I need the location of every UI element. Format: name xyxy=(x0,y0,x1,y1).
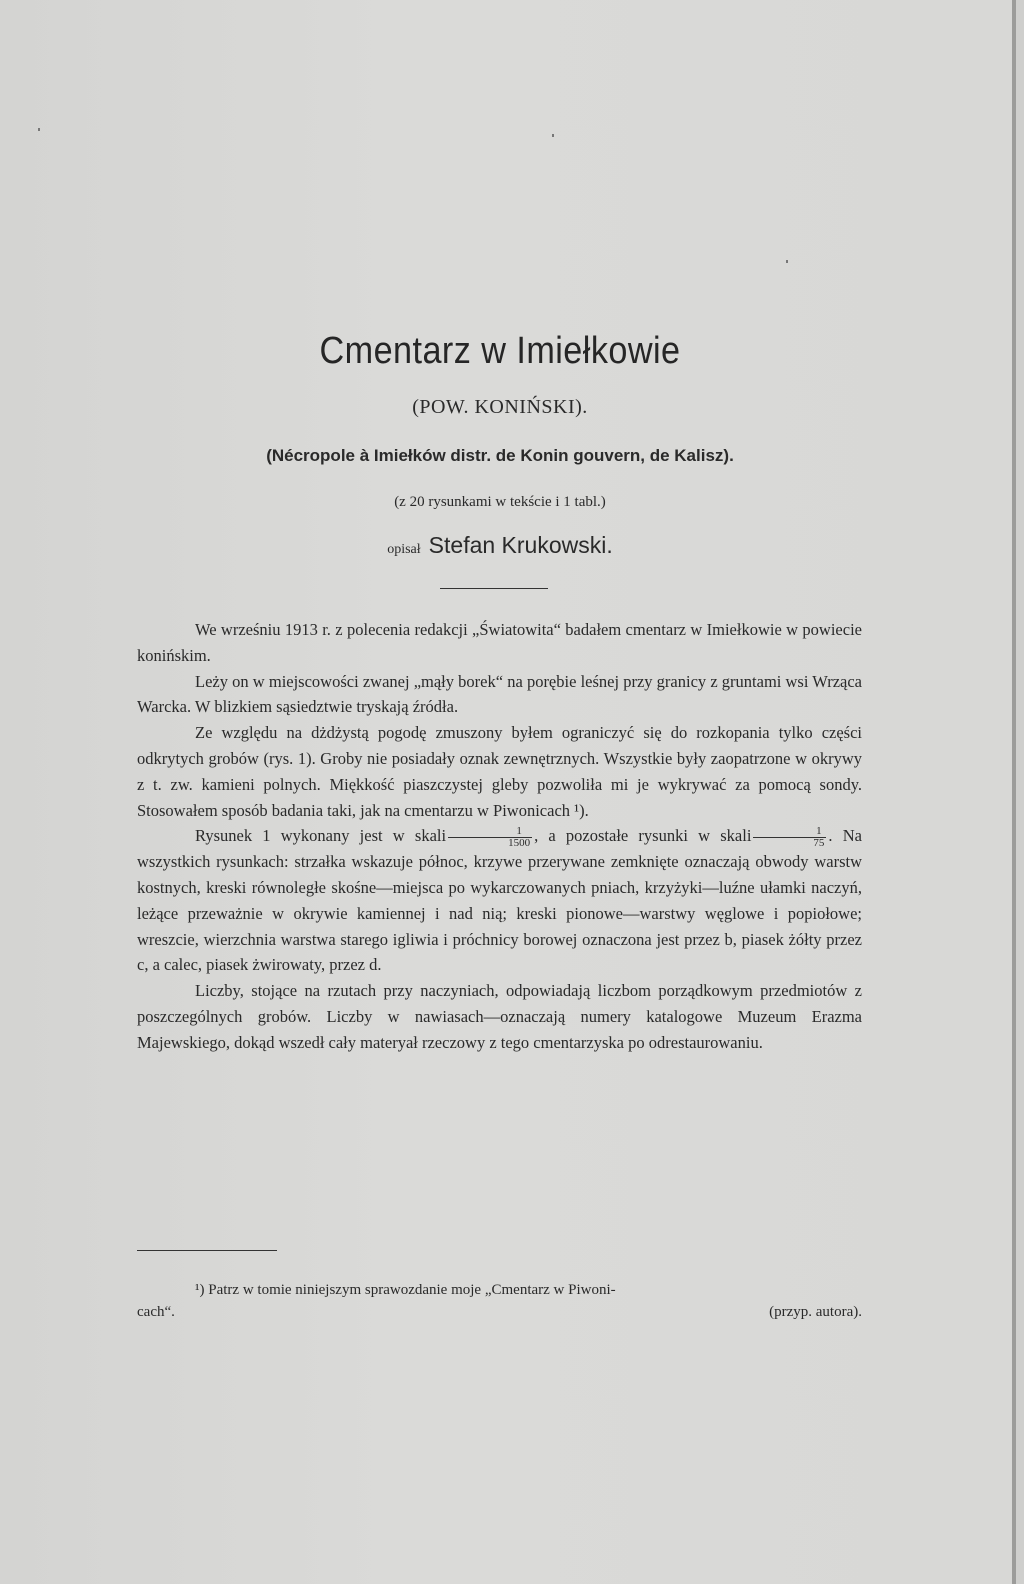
fraction-numerator: 1 xyxy=(753,826,826,838)
scale-fraction-2 xyxy=(753,826,826,849)
footnote-line-2-left: cach“. xyxy=(137,1304,175,1320)
scale-text-c: . Na wszystkich rysunkach: strzałka wskazuje północ, krzywe przerywane zemknięte oznaczają obwody warstw kostnych, kreski równoległe skośne—miejsca po wykarczowanych pniach, krzyżyki—luźne ułamki naczyń, leżące przeważnie w okrywie kamiennej i nad nią; kreski pionowe—warstwy węglowe i popiołowe; wreszcie, wierzchnia warstwa starego igliwia i próchnicy borowej oznaczona jest przez b, piasek żółty przez c, a calec, piasek żwirowaty, przez d. xyxy=(137,826,862,975)
paper-speck xyxy=(38,128,40,131)
footnote-line-1: ¹) Patrz w tomie niniejszym sprawozdanie moje „Cmentarz w Piwoni- xyxy=(195,1282,616,1298)
fraction-denominator: 1500 xyxy=(508,837,531,850)
author-line xyxy=(0,532,1000,559)
fraction-denominator: 75 xyxy=(813,837,825,850)
figures-note: (z 20 rysunkami w tekście i 1 tabl.) xyxy=(394,494,606,510)
district-subtitle: (POW. KONIŃSKI). xyxy=(412,396,588,418)
french-subtitle: (Nécropole à Imiełków distr. de Konin gouvern, de Kalisz). xyxy=(266,446,734,465)
footnote-line-2-right: (przyp. autora). xyxy=(769,1304,862,1320)
paper-speck xyxy=(786,260,788,263)
paragraph: We wrześniu 1913 r. z polecenia redakcji „Światowita“ badałem cmentarz w Imiełkowie w powiecie konińskim. xyxy=(137,620,862,665)
scale-text-a: Rysunek 1 wykonany jest w skali xyxy=(195,826,447,846)
footnote-line-2 xyxy=(137,1301,862,1323)
scale-fraction-1 xyxy=(448,826,532,849)
author-name: Stefan Krukowski. xyxy=(428,532,613,558)
paragraph: Leży on w miejscowości zwanej „mąły borek“ na porębie leśnej przy granicy z gruntami wsi Wrząca Warcka. W blizkiem sąsiedztwie tryskają źródła. xyxy=(137,671,862,717)
page-title: Cmentarz w Imiełkowie xyxy=(319,330,681,372)
article-body xyxy=(137,617,862,1056)
footnote xyxy=(137,1279,862,1323)
paragraph: Ze względu na dżdżystą pogodę zmuszony byłem ograniczyć się do rozkopania tylko części odkrytych grobów (rys. 1). Groby nie posiadały oznak zewnętrznych. Wszystkie były zaopatrzone w okrywy z t. zw. kamieni polnych. Miękkość piaszczystej gleby pozwoliła mi je wykrywać za pomocą sondy. Stosowałem sposób badania taki, jak na cmentarzu w Piwonicach ¹). xyxy=(137,723,862,820)
paragraph: Liczby, stojące na rzutach przy naczyniach, odpowiadają liczbom porządkowym przedmiotów z poszczególnych grobów. Liczby w nawiasach—oznaczają numery katalogowe Muzeum Erazma Majewskiego, dokąd wszedł cały materyał rzeczowy z tego cmentarzyska po odrestaurowaniu. xyxy=(137,981,862,1052)
fraction-numerator: 1 xyxy=(448,826,532,838)
scale-text-b: , a pozostałe rysunki w skali xyxy=(534,826,752,846)
title-divider xyxy=(440,588,548,589)
author-label: opisał xyxy=(387,542,421,557)
paper-speck xyxy=(552,134,554,137)
footnote-divider xyxy=(137,1250,277,1251)
paragraph-scale xyxy=(137,823,862,978)
